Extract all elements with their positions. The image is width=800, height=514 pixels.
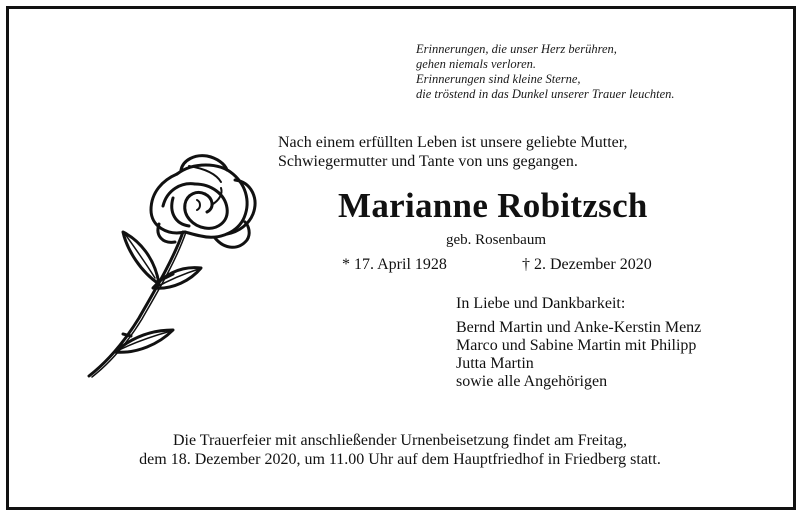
poem-line: Erinnerungen, die unser Herz berühren, [416, 42, 617, 56]
deceased-name: Marianne Robitzsch [338, 186, 648, 225]
poem-line: Erinnerungen sind kleine Sterne, [416, 72, 581, 86]
mourners-heading: In Liebe und Dankbarkeit: [456, 295, 626, 312]
mourners-list [456, 319, 701, 391]
death-date: † 2. Dezember 2020 [522, 256, 652, 273]
poem-line: die tröstend in das Dunkel unserer Trauer leuchten. [416, 87, 675, 101]
memorial-poem [416, 42, 675, 102]
mourner-line: sowie alle Angehörigen [456, 373, 608, 390]
mourner-line: Bernd Martin und Anke-Kerstin Menz [456, 319, 702, 336]
funeral-info [0, 431, 800, 469]
maiden-name: geb. Rosenbaum [446, 232, 546, 248]
birth-date: * 17. April 1928 [342, 256, 447, 273]
mourner-line: Marco und Sabine Martin mit Philipp [456, 337, 697, 354]
intro-text [278, 133, 627, 171]
rose-icon [55, 140, 275, 380]
intro-line: Schwiegermutter und Tante von uns gegangen. [278, 153, 578, 170]
poem-line: gehen niemals verloren. [416, 57, 536, 71]
funeral-line: dem 18. Dezember 2020, um 11.00 Uhr auf dem Hauptfriedhof in Friedberg statt. [139, 451, 661, 468]
mourner-line: Jutta Martin [456, 355, 534, 372]
intro-line: Nach einem erfüllten Leben ist unsere geliebte Mutter, [278, 134, 628, 151]
funeral-line: Die Trauerfeier mit anschließender Urnenbeisetzung findet am Freitag, [172, 432, 628, 449]
